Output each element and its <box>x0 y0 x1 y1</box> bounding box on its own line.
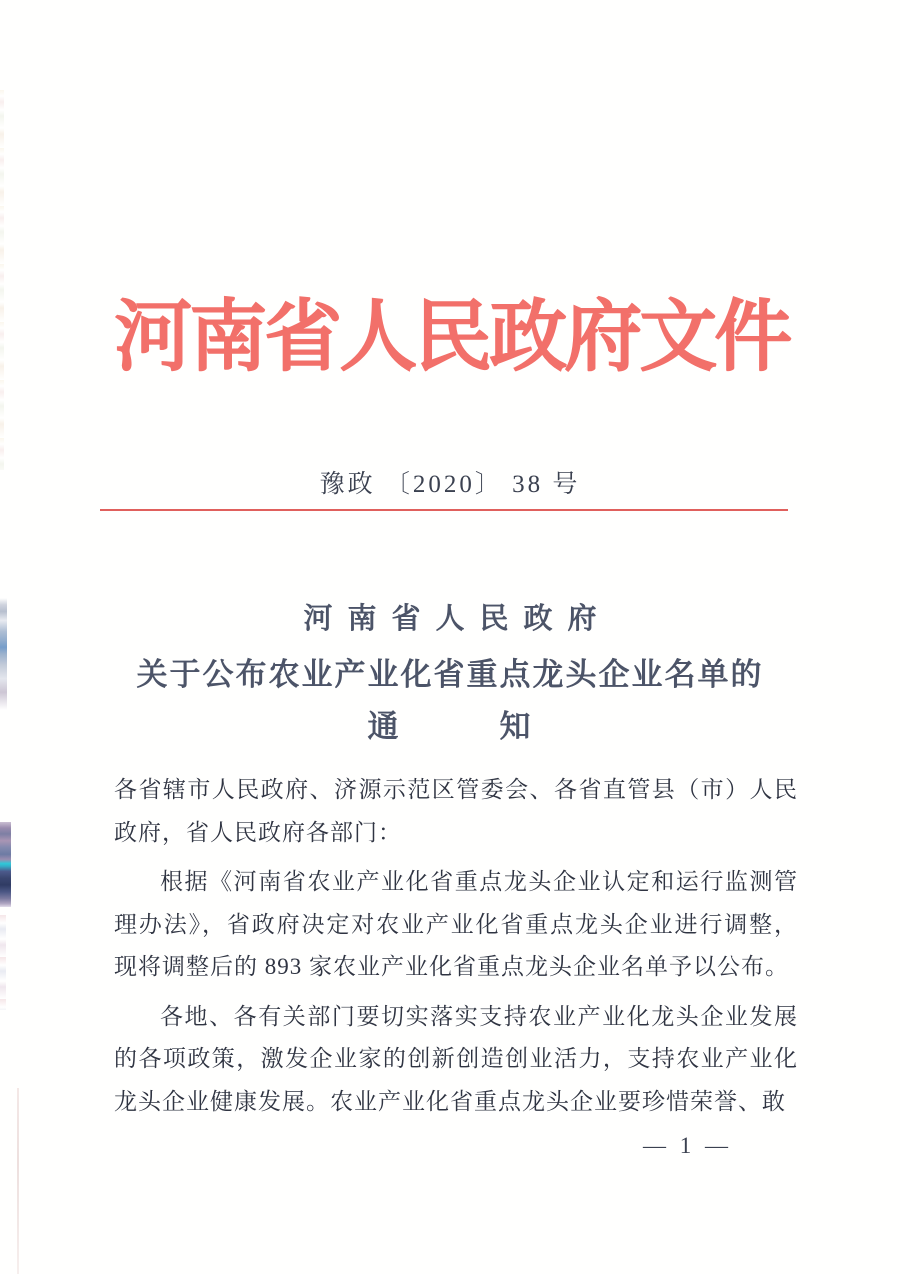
government-letterhead-title: 河南省人民政府文件 <box>113 293 789 380</box>
paragraph-announcement: 根据《河南省农业产业化省重点龙头企业认定和运行监测管理办法》，省政府决定对农业产业化省重点龙头企业进行调整，现将调整后的 893 家农业产业化省重点龙头企业名单予以公布。 <box>114 869 798 979</box>
document-body <box>114 769 798 1123</box>
page-number: — 1 — <box>643 1133 732 1158</box>
scan-artifact-strip-top <box>0 90 4 470</box>
document-title-issuer: 河南省人民政府 <box>303 603 612 635</box>
red-divider-line <box>100 509 788 511</box>
document-reference-number: 豫政 〔2020〕 38 号 <box>319 471 581 498</box>
scan-artifact-strip-color-band <box>0 822 11 907</box>
document-title-notice: 通 知 <box>367 709 533 744</box>
paragraph-requirements: 各地、各有关部门要切实落实支持农业产业化龙头企业发展的各项政策，激发企业家的创新创造创业活力，支持农业产业化龙头企业健康发展。农业产业化省重点龙头企业要珍惜荣誉、敢 <box>114 1003 798 1114</box>
document-title-subject: 关于公布农业产业化省重点龙头企业名单的 <box>136 657 764 692</box>
scan-page-edge-line <box>17 1088 19 1274</box>
scan-artifact-strip-lower <box>0 915 6 1010</box>
paragraph-salutation: 各省辖市人民政府、济源示范区管委会、各省直管县（市）人民政府，省人民政府各部门： <box>114 777 798 845</box>
